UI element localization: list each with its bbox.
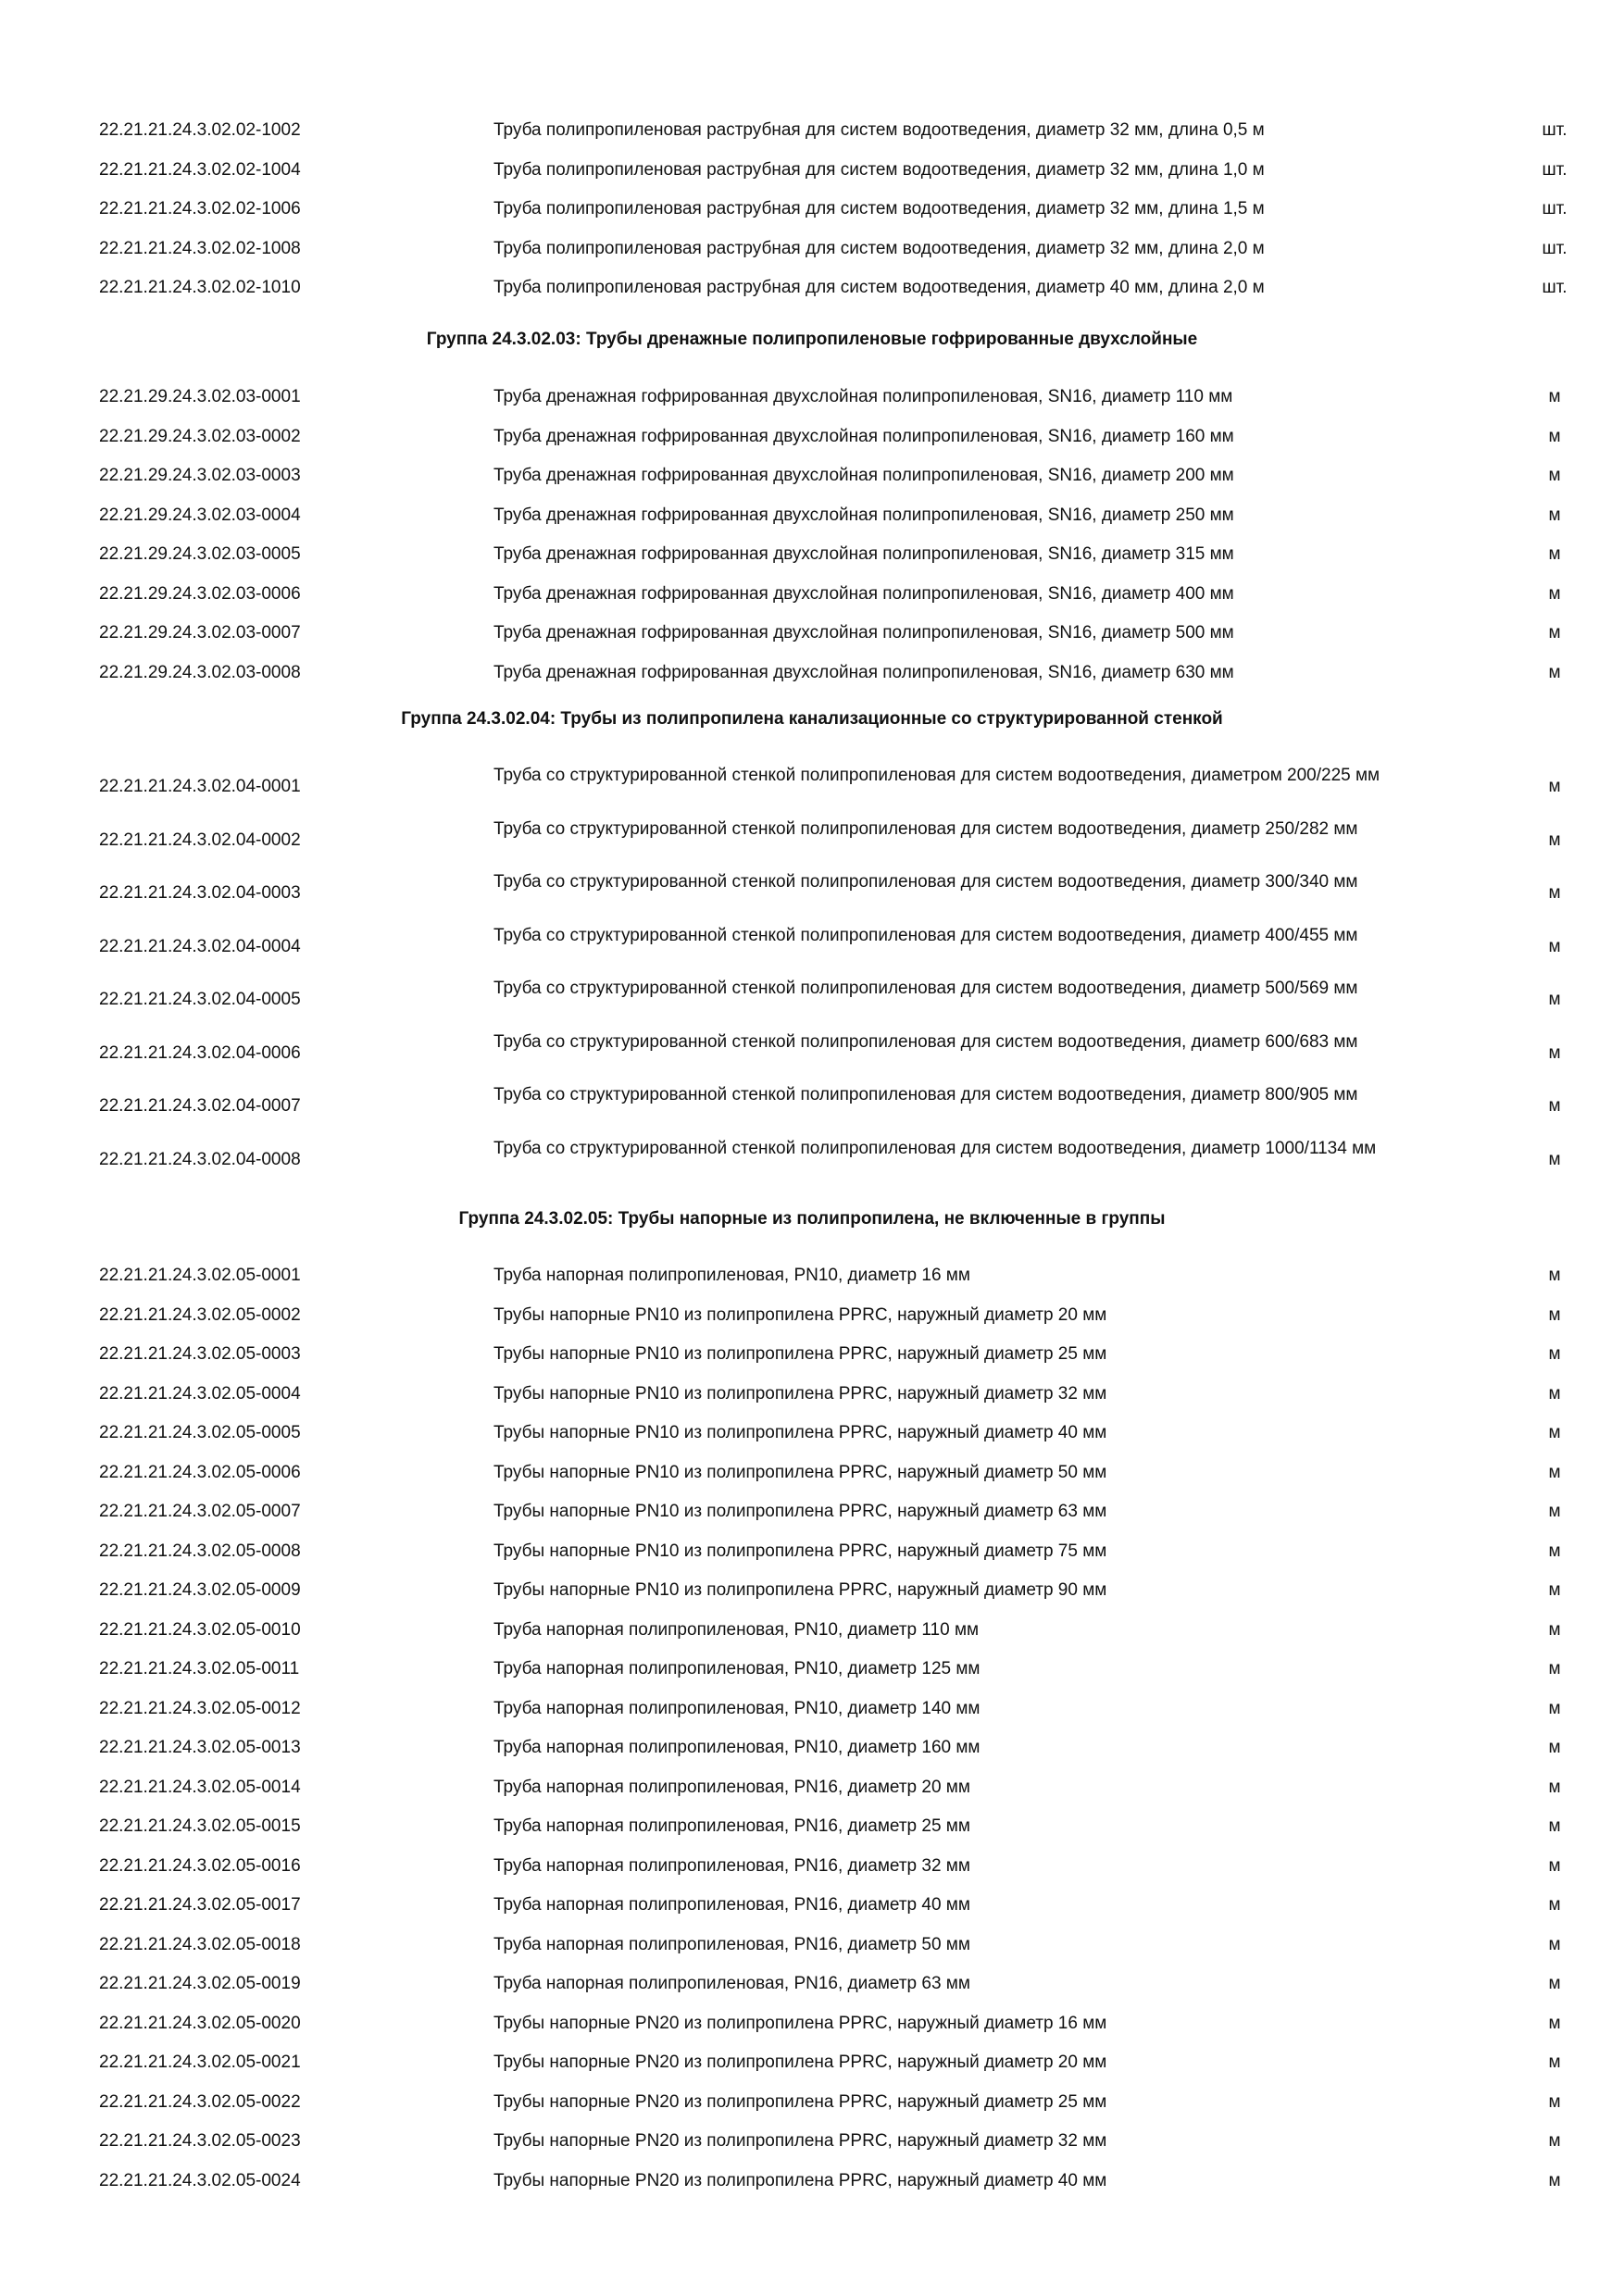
resource-code: 22.21.21.24.3.02.05-0015: [99, 1816, 301, 1836]
resource-name: Трубы напорные PN10 из полипропилена PPRC, наружный диаметр 40 мм: [493, 1423, 1107, 1442]
unit-of-measure: шт.: [1542, 120, 1568, 140]
unit-of-measure: м: [1548, 1266, 1561, 1285]
resource-code: 22.21.21.24.3.02.04-0003: [99, 883, 301, 903]
resource-code: 22.21.21.24.3.02.02-1008: [99, 239, 301, 258]
unit-of-measure: м: [1548, 1974, 1561, 1993]
group-heading: Группа 24.3.02.03: Трубы дренажные полипропиленовые гофрированные двухслойные: [426, 330, 1198, 349]
table-row: [0, 1855, 1624, 1877]
table-row: [0, 2052, 1624, 2073]
resource-name: Труба напорная полипропиленовая, PN16, диаметр 20 мм: [493, 1778, 970, 1797]
resource-name: Труба напорная полипропиленовая, PN10, диаметр 160 мм: [493, 1738, 981, 1757]
resource-name: Труба дренажная гофрированная двухслойная полипропиленовая, SN16, диаметр 160 мм: [493, 427, 1234, 446]
unit-of-measure: м: [1548, 937, 1561, 956]
table-row: [0, 1816, 1624, 1837]
table-row: [0, 1698, 1624, 1719]
unit-of-measure: м: [1548, 2092, 1561, 2112]
resource-name: Трубы напорные PN20 из полипропилена PPRC, наружный диаметр 32 мм: [493, 2131, 1107, 2151]
resource-code: 22.21.21.24.3.02.05-0013: [99, 1738, 301, 1757]
unit-of-measure: м: [1548, 777, 1561, 796]
resource-code: 22.21.21.24.3.02.04-0006: [99, 1043, 301, 1063]
table-row: [0, 978, 1624, 1020]
resource-code: 22.21.21.24.3.02.05-0021: [99, 2053, 301, 2072]
resource-code: 22.21.21.24.3.02.05-0008: [99, 1541, 301, 1561]
resource-code: 22.21.29.24.3.02.03-0005: [99, 544, 301, 564]
resource-name: Труба дренажная гофрированная двухслойная полипропиленовая, SN16, диаметр 250 мм: [493, 505, 1234, 525]
resource-code: 22.21.21.24.3.02.05-0003: [99, 1344, 301, 1364]
resource-name: Труба со структурированной стенкой полипропиленовая для систем водоотведения, диаметр 500/569 мм: [493, 979, 1358, 998]
table-row: [0, 662, 1624, 683]
resource-code: 22.21.21.24.3.02.05-0019: [99, 1974, 301, 1993]
table-row: [0, 198, 1624, 219]
table-row: [0, 2170, 1624, 2191]
unit-of-measure: м: [1548, 663, 1561, 682]
unit-of-measure: м: [1548, 584, 1561, 604]
table-row: [0, 1619, 1624, 1641]
resource-name: Трубы напорные PN20 из полипропилена PPRC, наружный диаметр 40 мм: [493, 2171, 1107, 2190]
unit-of-measure: м: [1548, 1423, 1561, 1442]
table-row: [0, 871, 1624, 914]
resource-code: 22.21.21.24.3.02.05-0017: [99, 1895, 301, 1915]
table-row: [0, 386, 1624, 407]
resource-code: 22.21.21.24.3.02.04-0008: [99, 1150, 301, 1169]
resource-code: 22.21.21.24.3.02.05-0018: [99, 1935, 301, 1954]
resource-code: 22.21.21.24.3.02.05-0022: [99, 2092, 301, 2112]
resource-code: 22.21.21.24.3.02.05-0001: [99, 1266, 301, 1285]
unit-of-measure: м: [1548, 1384, 1561, 1404]
unit-of-measure: м: [1548, 387, 1561, 406]
unit-of-measure: м: [1548, 883, 1561, 903]
group-heading: Группа 24.3.02.04: Трубы из полипропилена канализационные со структурированной стенкой: [401, 709, 1223, 729]
resource-code: 22.21.29.24.3.02.03-0007: [99, 623, 301, 643]
unit-of-measure: м: [1548, 505, 1561, 525]
resource-name: Трубы напорные PN10 из полипропилена PPRC, наружный диаметр 32 мм: [493, 1384, 1107, 1404]
table-row: [0, 622, 1624, 643]
unit-of-measure: м: [1548, 623, 1561, 643]
unit-of-measure: м: [1548, 1463, 1561, 1482]
unit-of-measure: м: [1548, 1699, 1561, 1718]
unit-of-measure: м: [1548, 830, 1561, 850]
resource-code: 22.21.21.24.3.02.04-0007: [99, 1096, 301, 1116]
resource-name: Труба напорная полипропиленовая, PN16, диаметр 63 мм: [493, 1974, 970, 1993]
resource-name: Труба напорная полипропиленовая, PN10, диаметр 140 мм: [493, 1699, 981, 1718]
resource-name: Труба дренажная гофрированная двухслойная полипропиленовая, SN16, диаметр 110 мм: [493, 387, 1233, 406]
resource-name: Труба напорная полипропиленовая, PN10, диаметр 16 мм: [493, 1266, 970, 1285]
resource-name: Трубы напорные PN10 из полипропилена PPRC, наружный диаметр 90 мм: [493, 1580, 1107, 1600]
resource-name: Трубы напорные PN10 из полипропилена PPRC, наружный диаметр 20 мм: [493, 1305, 1107, 1325]
table-row: [0, 1265, 1624, 1286]
table-row: [0, 1934, 1624, 1955]
unit-of-measure: м: [1548, 1816, 1561, 1836]
table-row: [0, 465, 1624, 486]
resource-name: Труба напорная полипропиленовая, PN10, диаметр 110 мм: [493, 1620, 980, 1640]
resource-name: Труба со структурированной стенкой полипропиленовая для систем водоотведения, диаметр 600/683 мм: [493, 1032, 1358, 1052]
unit-of-measure: м: [1548, 1096, 1561, 1116]
unit-of-measure: шт.: [1542, 160, 1568, 180]
resource-name: Труба полипропиленовая раструбная для систем водоотведения, диаметр 32 мм, длина 1,0 м: [493, 160, 1265, 180]
resource-name: Труба дренажная гофрированная двухслойная полипропиленовая, SN16, диаметр 315 мм: [493, 544, 1234, 564]
resource-name: Труба напорная полипропиленовая, PN16, диаметр 25 мм: [493, 1816, 970, 1836]
table-row: [0, 1658, 1624, 1679]
resource-name: Труба полипропиленовая раструбная для систем водоотведения, диаметр 32 мм, длина 0,5 м: [493, 120, 1265, 140]
table-row: [0, 583, 1624, 605]
resource-code: 22.21.21.24.3.02.05-0005: [99, 1423, 301, 1442]
unit-of-measure: м: [1548, 1659, 1561, 1678]
resource-code: 22.21.29.24.3.02.03-0008: [99, 663, 301, 682]
resource-name: Трубы напорные PN10 из полипропилена PPRC, наружный диаметр 50 мм: [493, 1463, 1107, 1482]
resource-code: 22.21.21.24.3.02.04-0001: [99, 777, 301, 796]
resource-code: 22.21.21.24.3.02.05-0020: [99, 2014, 301, 2033]
unit-of-measure: м: [1548, 544, 1561, 564]
unit-of-measure: м: [1548, 2014, 1561, 2033]
resource-code: 22.21.21.24.3.02.05-0011: [99, 1659, 300, 1678]
group-heading: Группа 24.3.02.05: Трубы напорные из полипропилена, не включенные в группы: [458, 1209, 1166, 1229]
table-row: [0, 1383, 1624, 1404]
table-row: [0, 238, 1624, 259]
resource-code: 22.21.29.24.3.02.03-0004: [99, 505, 301, 525]
resource-name: Труба дренажная гофрированная двухслойная полипропиленовая, SN16, диаметр 630 мм: [493, 663, 1234, 682]
resource-code: 22.21.21.24.3.02.02-1002: [99, 120, 301, 140]
table-row: [0, 1304, 1624, 1326]
unit-of-measure: м: [1548, 466, 1561, 485]
unit-of-measure: м: [1548, 1305, 1561, 1325]
resource-name: Труба со структурированной стенкой полипропиленовая для систем водоотведения, диаметр 400/455 мм: [493, 926, 1358, 945]
table-row: [0, 2091, 1624, 2113]
resource-name: Трубы напорные PN20 из полипропилена PPRC, наружный диаметр 20 мм: [493, 2053, 1107, 2072]
resource-code: 22.21.21.24.3.02.05-0024: [99, 2171, 301, 2190]
table-row: [0, 818, 1624, 861]
resource-code: 22.21.21.24.3.02.04-0005: [99, 990, 301, 1009]
resource-name: Труба напорная полипропиленовая, PN10, диаметр 125 мм: [493, 1659, 981, 1678]
resource-name: Труба полипропиленовая раструбная для систем водоотведения, диаметр 40 мм, длина 2,0 м: [493, 278, 1265, 297]
resource-name: Трубы напорные PN20 из полипропилена PPRC, наружный диаметр 25 мм: [493, 2092, 1107, 2112]
resource-code: 22.21.21.24.3.02.05-0014: [99, 1778, 301, 1797]
resource-name: Труба дренажная гофрированная двухслойная полипропиленовая, SN16, диаметр 200 мм: [493, 466, 1234, 485]
unit-of-measure: шт.: [1542, 199, 1568, 218]
resource-name: Труба со структурированной стенкой полипропиленовая для систем водоотведения, диаметром 200/225 мм: [493, 766, 1380, 785]
resource-code: 22.21.21.24.3.02.02-1010: [99, 278, 301, 297]
unit-of-measure: м: [1548, 2171, 1561, 2190]
resource-name: Труба напорная полипропиленовая, PN16, диаметр 50 мм: [493, 1935, 970, 1954]
table-row: [0, 2013, 1624, 2034]
table-row: [0, 1343, 1624, 1365]
unit-of-measure: м: [1548, 1895, 1561, 1915]
table-row: [0, 543, 1624, 565]
unit-of-measure: м: [1548, 2131, 1561, 2151]
table-row: [0, 765, 1624, 807]
resource-code: 22.21.21.24.3.02.02-1006: [99, 199, 301, 218]
resource-code: 22.21.29.24.3.02.03-0002: [99, 427, 301, 446]
unit-of-measure: м: [1548, 1344, 1561, 1364]
resource-name: Трубы напорные PN10 из полипропилена PPRC, наружный диаметр 75 мм: [493, 1541, 1107, 1561]
unit-of-measure: м: [1548, 1150, 1561, 1169]
resource-name: Труба полипропиленовая раструбная для систем водоотведения, диаметр 32 мм, длина 2,0 м: [493, 239, 1265, 258]
resource-code: 22.21.29.24.3.02.03-0003: [99, 466, 301, 485]
unit-of-measure: шт.: [1542, 278, 1568, 297]
table-row: [0, 1501, 1624, 1522]
unit-of-measure: м: [1548, 1580, 1561, 1600]
resource-code: 22.21.21.24.3.02.05-0023: [99, 2131, 301, 2151]
table-row: [0, 1422, 1624, 1443]
unit-of-measure: м: [1548, 1935, 1561, 1954]
resource-code: 22.21.21.24.3.02.02-1004: [99, 160, 301, 180]
resource-code: 22.21.21.24.3.02.05-0004: [99, 1384, 301, 1404]
resource-code: 22.21.21.24.3.02.05-0006: [99, 1463, 301, 1482]
resource-name: Труба со структурированной стенкой полипропиленовая для систем водоотведения, диаметр 300/340 мм: [493, 872, 1358, 892]
resource-name: Трубы напорные PN10 из полипропилена PPRC, наружный диаметр 63 мм: [493, 1502, 1107, 1521]
table-row: [0, 1737, 1624, 1758]
table-row: [0, 159, 1624, 181]
resource-code: 22.21.21.24.3.02.05-0016: [99, 1856, 301, 1876]
resource-name: Труба дренажная гофрированная двухслойная полипропиленовая, SN16, диаметр 500 мм: [493, 623, 1234, 643]
unit-of-measure: м: [1548, 427, 1561, 446]
table-row: [0, 1462, 1624, 1483]
unit-of-measure: м: [1548, 990, 1561, 1009]
resource-code: 22.21.21.24.3.02.05-0007: [99, 1502, 301, 1521]
unit-of-measure: м: [1548, 1778, 1561, 1797]
resource-name: Трубы напорные PN20 из полипропилена PPRC, наружный диаметр 16 мм: [493, 2014, 1107, 2033]
unit-of-measure: шт.: [1542, 239, 1568, 258]
resource-code: 22.21.21.24.3.02.04-0002: [99, 830, 301, 850]
table-row: [0, 925, 1624, 967]
table-row: [0, 119, 1624, 141]
resource-code: 22.21.21.24.3.02.05-0010: [99, 1620, 301, 1640]
unit-of-measure: м: [1548, 1502, 1561, 1521]
resource-name: Труба напорная полипропиленовая, PN16, диаметр 32 мм: [493, 1856, 970, 1876]
table-row: [0, 1541, 1624, 1562]
resource-name: Труба со структурированной стенкой полипропиленовая для систем водоотведения, диаметр 1000/1134 мм: [493, 1139, 1377, 1158]
table-row: [0, 1894, 1624, 1915]
resource-name: Труба дренажная гофрированная двухслойная полипропиленовая, SN16, диаметр 400 мм: [493, 584, 1234, 604]
table-row: [0, 1973, 1624, 1994]
resource-name: Трубы напорные PN10 из полипропилена PPRC, наружный диаметр 25 мм: [493, 1344, 1107, 1364]
table-row: [0, 1579, 1624, 1601]
unit-of-measure: м: [1548, 1043, 1561, 1063]
resource-code: 22.21.29.24.3.02.03-0006: [99, 584, 301, 604]
resource-code: 22.21.21.24.3.02.05-0012: [99, 1699, 301, 1718]
resource-name: Труба со структурированной стенкой полипропиленовая для систем водоотведения, диаметр 250/282 мм: [493, 819, 1358, 839]
unit-of-measure: м: [1548, 1620, 1561, 1640]
table-row: [0, 1138, 1624, 1180]
resource-code: 22.21.21.24.3.02.04-0004: [99, 937, 301, 956]
unit-of-measure: м: [1548, 1856, 1561, 1876]
table-row: [0, 426, 1624, 447]
table-row: [0, 2130, 1624, 2152]
unit-of-measure: м: [1548, 2053, 1561, 2072]
resource-name: Труба со структурированной стенкой полипропиленовая для систем водоотведения, диаметр 800/905 мм: [493, 1085, 1358, 1104]
table-row: [0, 1777, 1624, 1798]
table-row: [0, 1084, 1624, 1127]
table-row: [0, 1031, 1624, 1074]
unit-of-measure: м: [1548, 1541, 1561, 1561]
resource-code: 22.21.29.24.3.02.03-0001: [99, 387, 301, 406]
unit-of-measure: м: [1548, 1738, 1561, 1757]
table-row: [0, 277, 1624, 298]
resource-code: 22.21.21.24.3.02.05-0009: [99, 1580, 301, 1600]
table-row: [0, 505, 1624, 526]
resource-name: Труба полипропиленовая раструбная для систем водоотведения, диаметр 32 мм, длина 1,5 м: [493, 199, 1265, 218]
resource-name: Труба напорная полипропиленовая, PN16, диаметр 40 мм: [493, 1895, 970, 1915]
resource-code: 22.21.21.24.3.02.05-0002: [99, 1305, 301, 1325]
